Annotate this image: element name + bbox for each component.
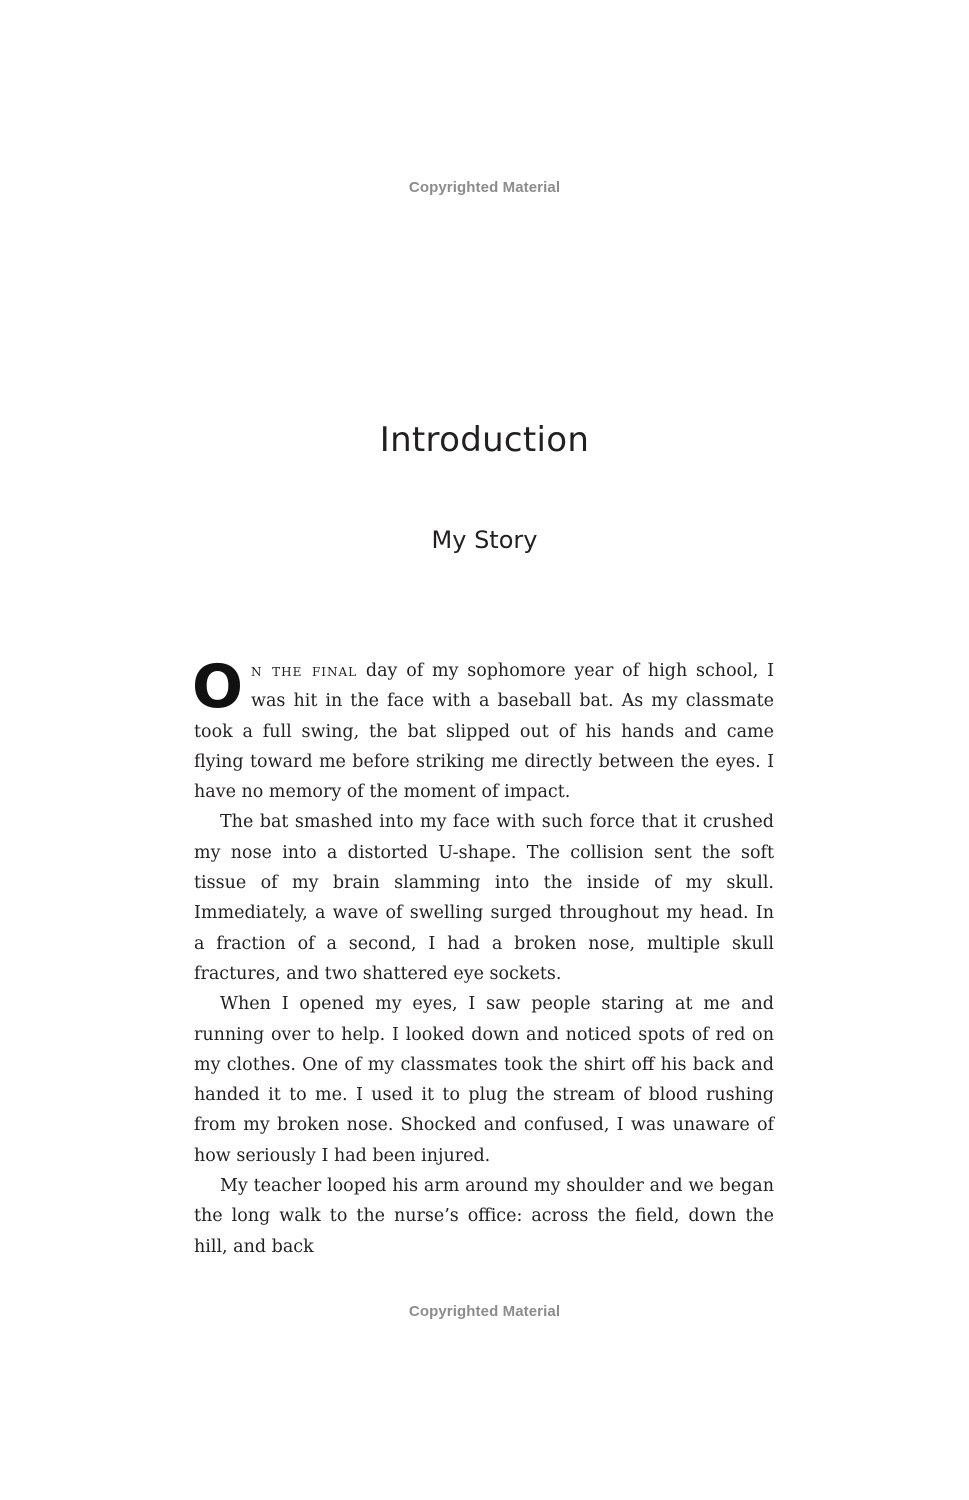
copyright-watermark-bottom: Copyrighted Material	[408, 1303, 561, 1320]
body-text	[192, 652, 774, 1262]
copyright-watermark-top: Copyrighted Material	[408, 179, 561, 196]
paragraph-2: The bat smashed into my face with such force that it crushed my nose into a distorted U-shape. The collision sent the soft tissue of my brain slamming into the inside of my skull. Immediately, a wave of swelling surged throughout my head. In a fraction of a second, I had a broken nose, multiple skull fractures, and two shattered eye sockets.	[194, 812, 774, 984]
paragraph-3: When I opened my eyes, I saw people staring at me and running over to help. I looked down and noticed spots of red on my clothes. One of my classmates took the shirt off his back and handed it to me. I used it to plug the stream of blood rushing from my broken nose. Shocked and confused, I was unaware of how seriously I had been injured.	[194, 994, 774, 1166]
paragraph-1	[192, 652, 774, 807]
paragraph-1-text: day of my sophomore year of high school, I was hit in the face with a baseball bat. As my classmate took a full swing, the bat slipped out of his hands and came flying toward me before striking me directly between the eyes. I have no memory of the moment of impact.	[194, 661, 774, 803]
lead-in-small-caps: n the final	[251, 661, 358, 681]
drop-cap: O	[192, 652, 244, 722]
chapter-subtitle: My Story	[431, 526, 538, 554]
paragraph-4: My teacher looped his arm around my shoulder and we began the long walk to the nurse’s office: across the field, down the hill, and back	[194, 1176, 774, 1257]
chapter-title: Introduction	[379, 420, 590, 460]
